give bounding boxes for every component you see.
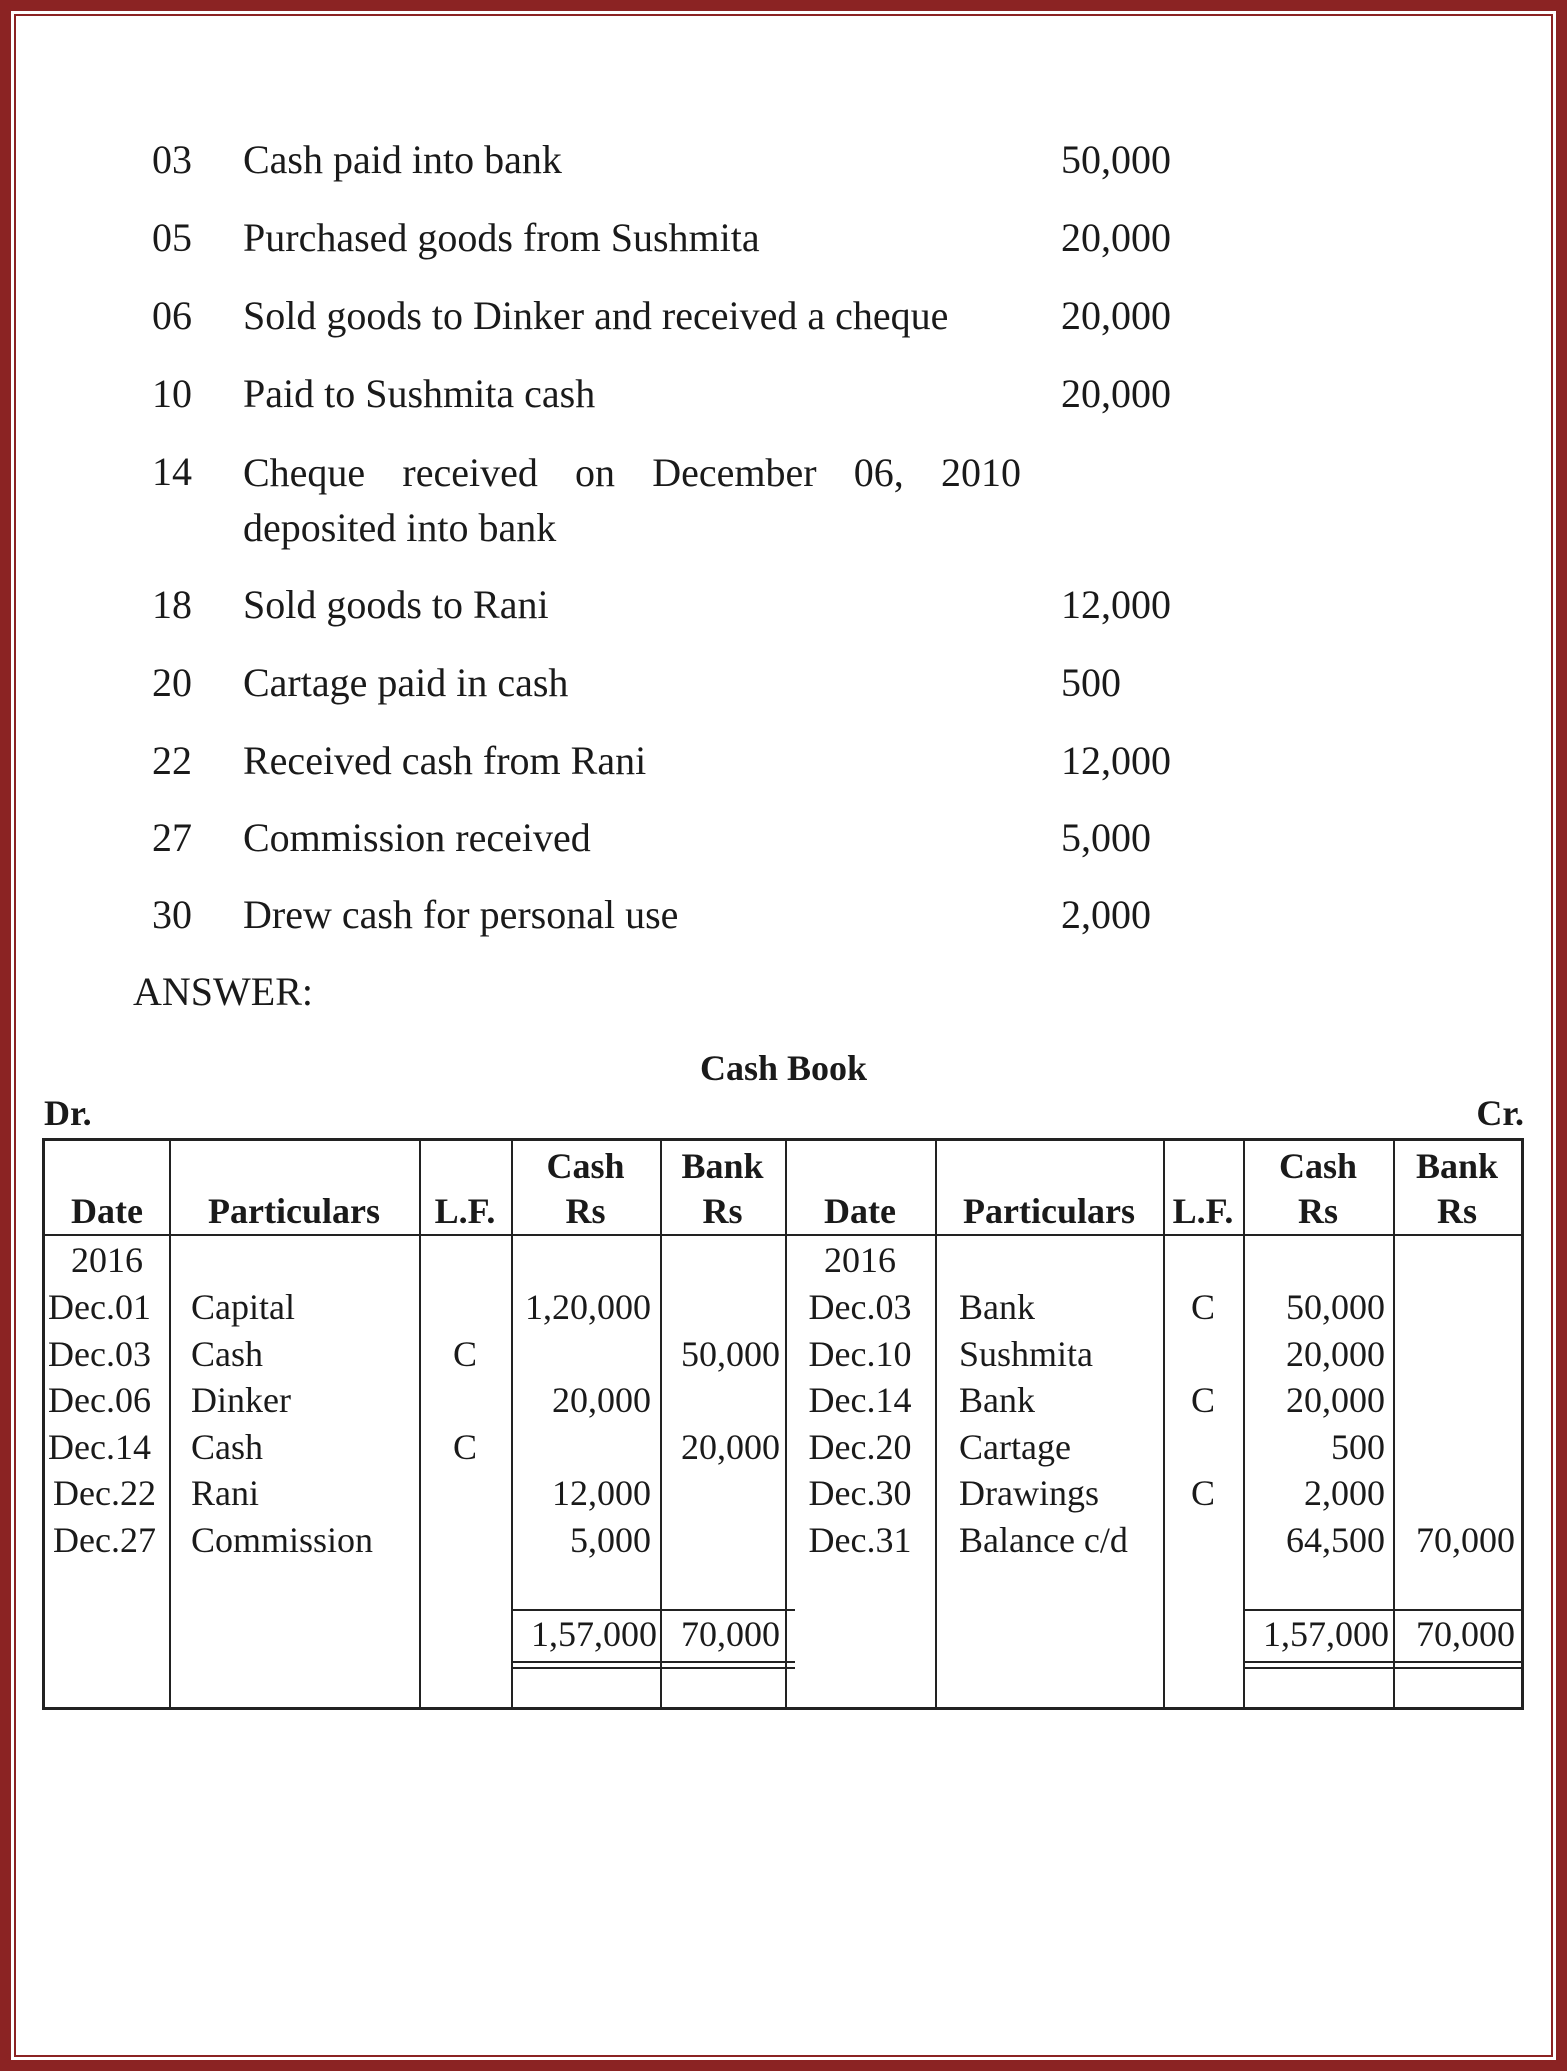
credit-year: 2016 (824, 1240, 896, 1280)
credit-cash-header: Cash (1278, 1146, 1358, 1186)
debit-label: Dr. (44, 1093, 92, 1133)
transaction-day: 10 (152, 371, 192, 416)
credit-cash: 500 (1331, 1427, 1385, 1467)
debit-date: Dec.22 (53, 1473, 156, 1513)
transaction-description: Cartage paid in cash (243, 660, 569, 705)
transaction-amount: 500 (1061, 660, 1121, 705)
debit-particulars: Dinker (191, 1380, 291, 1420)
credit-cash-total: 1,57,000 (1263, 1614, 1389, 1654)
transaction-amount: 5,000 (1061, 815, 1151, 860)
debit-particulars: Cash (191, 1334, 263, 1374)
transaction-day: 14 (152, 449, 192, 494)
debit-date: Dec.06 (48, 1380, 151, 1420)
transaction-amount: 50,000 (1061, 137, 1171, 182)
total-rule-bottom (511, 1661, 795, 1663)
credit-cash-unit: Rs (1297, 1191, 1338, 1231)
debit-particulars: Commission (191, 1520, 374, 1560)
cash-book-title: Cash Book (699, 1048, 868, 1088)
transaction-day: 18 (152, 582, 192, 627)
transaction-day: 03 (152, 137, 192, 182)
total-rule-double (511, 1667, 795, 1669)
debit-cash-total: 1,57,000 (531, 1614, 657, 1654)
credit-particulars: Bank (959, 1287, 1035, 1327)
credit-date-header: Date (824, 1191, 896, 1231)
transaction-description: Sold goods to Dinker and received a cheque (243, 293, 949, 338)
credit-particulars: Bank (959, 1380, 1035, 1420)
transaction-description: Paid to Sushmita cash (243, 371, 596, 416)
debit-bank-unit: Rs (702, 1191, 743, 1231)
credit-date: Dec.31 (808, 1520, 912, 1560)
debit-bank: 50,000 (681, 1334, 780, 1374)
credit-bank: 70,000 (1416, 1520, 1515, 1560)
credit-particulars-header: Particulars (963, 1191, 1135, 1231)
credit-bank-header: Bank (1415, 1146, 1499, 1186)
credit-lf: C (1190, 1380, 1215, 1420)
transaction-day: 22 (152, 738, 192, 783)
credit-particulars: Cartage (959, 1427, 1071, 1467)
transaction-day: 06 (152, 293, 192, 338)
transaction-description: Received cash from Rani (243, 738, 647, 783)
credit-bank-unit: Rs (1436, 1191, 1477, 1231)
transaction-day: 05 (152, 215, 192, 260)
transaction-amount: 2,000 (1061, 892, 1151, 937)
debit-lf-header: L.F. (434, 1191, 496, 1231)
debit-date: Dec.27 (53, 1520, 156, 1560)
credit-cash: 64,500 (1286, 1520, 1385, 1560)
credit-lf: C (1190, 1287, 1215, 1327)
credit-date: Dec.20 (808, 1427, 912, 1467)
transaction-description: Purchased goods from Sushmita (243, 215, 760, 260)
credit-cash: 2,000 (1304, 1473, 1385, 1513)
debit-lf: C (452, 1427, 477, 1467)
debit-bank: 20,000 (681, 1427, 780, 1467)
transaction-description: Cash paid into bank (243, 137, 562, 182)
cash-book-table (42, 1138, 1524, 1710)
credit-date: Dec.10 (808, 1334, 912, 1374)
debit-particulars-header: Particulars (208, 1191, 380, 1231)
credit-cash: 50,000 (1286, 1287, 1385, 1327)
transaction-description: Commission received (243, 815, 591, 860)
credit-particulars: Balance c/d (959, 1520, 1128, 1560)
debit-cash-unit: Rs (565, 1191, 606, 1231)
credit-date: Dec.14 (808, 1380, 912, 1420)
debit-bank-header: Bank (681, 1146, 764, 1186)
debit-bank-total: 70,000 (681, 1614, 780, 1654)
transaction-day: 20 (152, 660, 192, 705)
credit-particulars: Drawings (959, 1473, 1099, 1513)
debit-date-header: Date (71, 1191, 143, 1231)
credit-lf: C (1190, 1473, 1215, 1513)
debit-cash-header: Cash (546, 1146, 625, 1186)
transaction-amount: 20,000 (1061, 215, 1171, 260)
credit-cash: 20,000 (1286, 1380, 1385, 1420)
total-rule-bottom (1243, 1661, 1521, 1663)
credit-cash: 20,000 (1286, 1334, 1385, 1374)
transaction-description: Sold goods to Rani (243, 582, 549, 627)
credit-date: Dec.03 (808, 1287, 912, 1327)
debit-lf: C (452, 1334, 477, 1374)
debit-date: Dec.01 (48, 1287, 151, 1327)
credit-bank-total: 70,000 (1416, 1614, 1515, 1654)
transaction-day: 30 (152, 892, 192, 937)
debit-particulars: Capital (191, 1287, 295, 1327)
credit-label: Cr. (1476, 1093, 1524, 1133)
debit-cash: 20,000 (552, 1380, 651, 1420)
debit-cash: 12,000 (552, 1473, 651, 1513)
transaction-description: Drew cash for personal use (243, 892, 679, 937)
transaction-amount: 12,000 (1061, 738, 1171, 783)
debit-particulars: Rani (191, 1473, 259, 1513)
total-rule-double (1243, 1667, 1521, 1669)
answer-label: ANSWER: (133, 969, 313, 1014)
transaction-amount: 20,000 (1061, 293, 1171, 338)
debit-date: Dec.14 (48, 1427, 151, 1467)
credit-lf-header: L.F. (1172, 1191, 1234, 1231)
transaction-day: 27 (152, 815, 192, 860)
debit-date: Dec.03 (48, 1334, 151, 1374)
credit-date: Dec.30 (808, 1473, 912, 1513)
transaction-description: Cheque received on December 06, 2010 deposited into bank (243, 450, 1021, 550)
transaction-amount: 20,000 (1061, 371, 1171, 416)
credit-particulars: Sushmita (959, 1334, 1094, 1374)
transaction-amount: 12,000 (1061, 582, 1171, 627)
debit-year: 2016 (71, 1240, 143, 1280)
debit-cash: 5,000 (570, 1520, 651, 1560)
debit-cash: 1,20,000 (525, 1287, 651, 1327)
debit-particulars: Cash (191, 1427, 263, 1467)
